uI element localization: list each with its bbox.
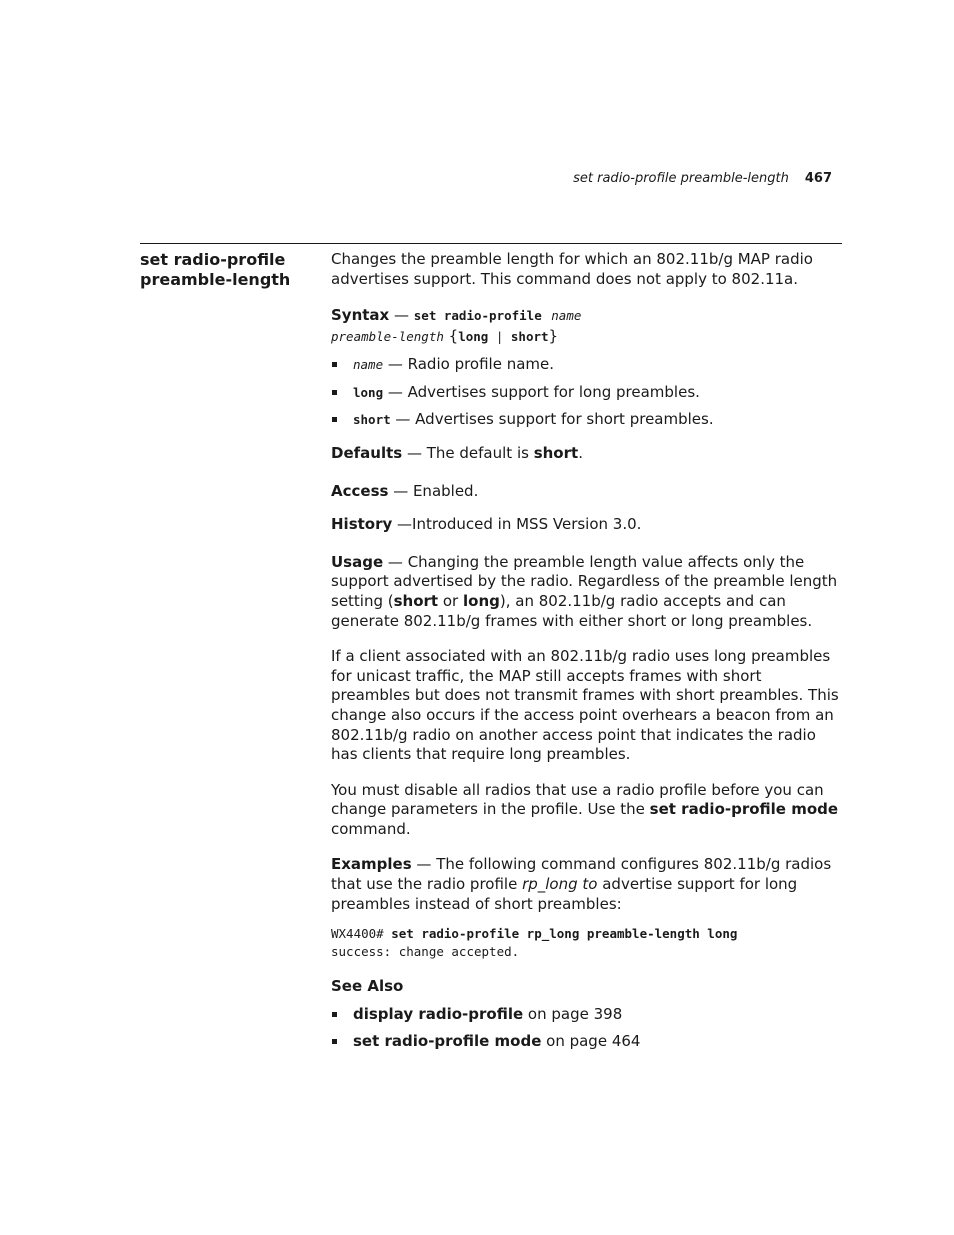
see-also-page-ref: on page 464: [541, 1032, 641, 1051]
disable-bold-command: set radio-profile mode: [649, 800, 839, 819]
access-text: — Enabled.: [388, 481, 479, 500]
history-paragraph: [331, 515, 843, 535]
see-also-link[interactable]: display radio-profile: [353, 1004, 524, 1023]
usage-text-2: or: [438, 591, 463, 610]
list-item: [331, 410, 843, 430]
bullet-square-icon: [332, 417, 337, 422]
param-desc: — Advertises support for long preambles.: [383, 382, 700, 401]
running-head-title: set radio-profile preamble-length: [573, 171, 789, 186]
disable-radios-paragraph: [331, 781, 843, 840]
section-heading: [140, 250, 320, 290]
syntax-preamble-arg: preamble-length: [331, 329, 444, 345]
bullet-square-icon: [332, 1012, 337, 1017]
usage-bold-short: short: [393, 591, 439, 610]
disable-text-1: You must disable all radios that use a radio profile before you can change parameters in the profile. Use the: [331, 780, 824, 819]
see-also-link[interactable]: set radio-profile mode: [353, 1032, 542, 1051]
list-item[interactable]: [331, 1005, 843, 1025]
param-term: long: [353, 384, 384, 400]
access-paragraph: [331, 482, 843, 502]
examples-text-1: — The following command configures 802.11b/g radios that use the radio profile: [331, 855, 832, 894]
running-head: [573, 171, 832, 186]
code-command-line: [331, 924, 843, 943]
bullet-square-icon: [332, 362, 337, 367]
syntax-command: set radio-profile: [413, 308, 542, 324]
section-heading-line-1: set radio-profile: [140, 250, 286, 269]
syntax-opt-short: short: [510, 329, 549, 345]
syntax-line-2: [331, 326, 843, 347]
usage-text-1: — Changing the preamble length value affects only the support advertised by the radio. Regardless of the preamble length setting (: [331, 552, 838, 610]
defaults-text: — The default is: [402, 443, 534, 462]
examples-paragraph: [331, 855, 843, 914]
param-term: name: [353, 357, 384, 373]
param-term: short: [353, 412, 391, 428]
bullet-square-icon: [332, 1039, 337, 1044]
section-rule: [140, 243, 842, 244]
usage-paragraph: [331, 553, 843, 631]
intro-paragraph: Changes the preamble length for which an 802.11b/g MAP radio advertises support. This command does not apply to 802.11a.: [331, 250, 813, 288]
examples-text-2: advertise support for long preambles instead of short preambles:: [331, 875, 798, 913]
syntax-line-1: [331, 305, 843, 326]
code-output: success: change accepted.: [331, 944, 520, 960]
syntax-separator: |: [488, 329, 511, 345]
defaults-paragraph: [331, 444, 843, 464]
list-item: [331, 383, 843, 403]
see-also-page-ref: on page 398: [523, 1004, 623, 1023]
examples-italic-profile: rp_long to: [522, 875, 598, 894]
code-prompt: WX4400#: [331, 926, 392, 942]
syntax-block: [331, 305, 843, 347]
defaults-value: short: [533, 443, 579, 462]
see-also-title: See Also: [331, 977, 404, 996]
access-label: Access: [331, 481, 389, 500]
syntax-name-arg: name: [551, 308, 582, 324]
usage-bold-long: long: [463, 591, 500, 610]
history-label: History: [331, 515, 393, 534]
section-heading-line-2: preamble-length: [140, 270, 291, 289]
list-item: [331, 355, 843, 375]
param-desc: — Advertises support for short preambles.: [390, 410, 714, 429]
see-also-list: [331, 1005, 843, 1052]
bullet-square-icon: [332, 390, 337, 395]
section-body: [331, 250, 843, 1066]
syntax-brace-close: }: [548, 327, 559, 346]
param-desc: — Radio profile name.: [383, 355, 555, 374]
syntax-label: Syntax: [331, 306, 390, 325]
syntax-dash: —: [389, 306, 414, 325]
disable-text-2: command.: [331, 819, 411, 838]
page-number: 467: [804, 171, 832, 186]
parameter-list: [331, 355, 843, 430]
defaults-label: Defaults: [331, 443, 403, 462]
syntax-opt-long: long: [458, 329, 489, 345]
history-text: —Introduced in MSS Version 3.0.: [392, 515, 642, 534]
usage-text-3: ), an 802.11b/g radio accepts and can generate 802.11b/g frames with either short or long preambles.: [331, 591, 813, 630]
examples-label: Examples: [331, 855, 412, 874]
defaults-end: .: [578, 443, 583, 462]
code-example: [331, 924, 843, 961]
syntax-brace-open: {: [448, 327, 459, 346]
usage-label: Usage: [331, 552, 384, 571]
code-command: set radio-profile rp_long preamble-length long: [391, 926, 738, 942]
list-item[interactable]: [331, 1032, 843, 1052]
client-preamble-paragraph: If a client associated with an 802.11b/g radio uses long preambles for unicast traffic, the MAP still accepts frames with short preambles but does not transmit frames with short preambles. This change also occurs if the access point overhears a beacon from an 802.11b/g radio on another access point that indicates the radio has clients that require long preambles.: [331, 647, 839, 764]
